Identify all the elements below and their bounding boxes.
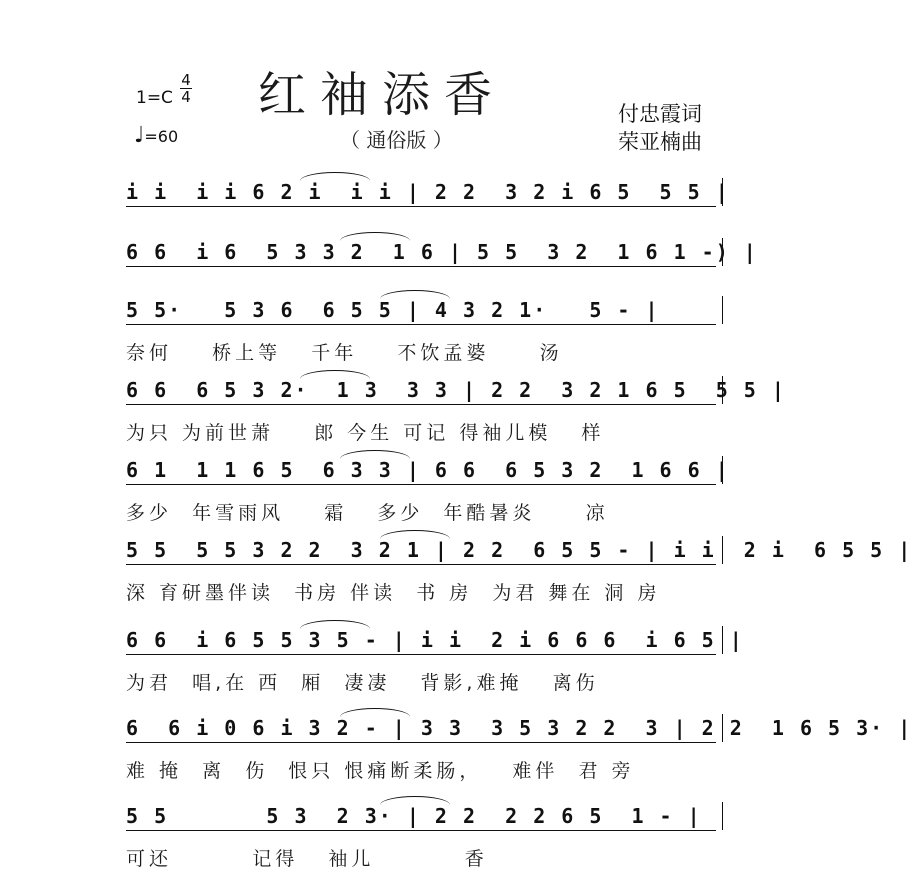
song-subtitle: （ 通俗版 ）: [340, 128, 453, 152]
score-line-lyrics: 奈何 桥上等 千年 不饮孟婆 汤: [126, 342, 563, 364]
barline: [722, 238, 723, 266]
barline: [722, 178, 723, 206]
barline: [722, 802, 723, 830]
beam-line: [126, 324, 716, 325]
lyricist-credit: 付忠霞词: [618, 102, 702, 126]
barline: [722, 536, 723, 564]
score-line-notes: 6 6 i 6 5 3 3 2 1 6 | 5 5 3 2 1 6 1 -) |: [126, 240, 758, 264]
score-line-lyrics: 可还 记得 袖儿 香: [126, 848, 488, 870]
time-signature-bottom: 4: [181, 88, 191, 106]
quarter-note-icon: ♩: [134, 123, 145, 148]
slur-mark: [380, 796, 450, 805]
score-line-notes: 6 6 6 5 3 2· 1 3 3 3 | 2 2 3 2 1 6 5 5 5 |: [126, 378, 786, 402]
slur-mark: [380, 290, 450, 299]
score-line-notes: 6 6 i 0 6 i 3 2 - | 3 3 3 5 3 2 2 3 | 2 2 1 6 5 3· |: [126, 716, 912, 740]
time-signature: [180, 73, 192, 104]
score-line-notes: i i i i 6 2 i i i | 2 2 3 2 i 6 5 5 5 |: [126, 180, 730, 204]
tempo-value: =60: [144, 127, 179, 146]
barline: [722, 296, 723, 324]
tempo-marking: [134, 123, 178, 148]
beam-line: [126, 830, 716, 831]
beam-line: [126, 564, 716, 565]
slur-mark: [340, 450, 410, 459]
score-line-notes: 5 5 5 5 3 2 2 3 2 1 | 2 2 6 5 5 - | i i 2 i 6 5 5 |: [126, 538, 912, 562]
score-line-notes: 5 5 5 3 2 3· | 2 2 2 2 6 5 1 - |: [126, 804, 702, 828]
score-line-notes: 6 1 1 1 6 5 6 3 3 | 6 6 6 5 3 2 1 6 6 |: [126, 458, 730, 482]
slur-mark: [380, 530, 450, 539]
barline: [722, 376, 723, 404]
slur-mark: [300, 370, 370, 379]
slur-mark: [300, 172, 370, 181]
beam-line: [126, 654, 716, 655]
beam-line: [126, 742, 716, 743]
beam-line: [126, 484, 716, 485]
score-line-notes: 6 6 i 6 5 5 3 5 - | i i 2 i 6 6 6 i 6 5 |: [126, 628, 744, 652]
song-title: 红袖添香: [258, 67, 507, 123]
score-line-lyrics: 深 育研墨伴读 书房 伴读 书 房 为君 舞在 洞 房: [126, 582, 661, 604]
key-signature: 1=C: [136, 88, 173, 108]
time-signature-top: 4: [181, 71, 191, 89]
beam-line: [126, 266, 716, 267]
barline: [722, 714, 723, 742]
beam-line: [126, 404, 716, 405]
score-line-lyrics: 多少 年雪雨风 霜 多少 年酷暑炎 凉: [126, 502, 609, 524]
beam-line: [126, 206, 716, 207]
score-line-lyrics: 为只 为前世萧 郎 今生 可记 得袖儿模 样: [126, 422, 605, 444]
slur-mark: [340, 708, 410, 717]
slur-mark: [340, 232, 410, 241]
score-line-notes: 5 5· 5 3 6 6 5 5 | 4 3 2 1· 5 - |: [126, 298, 660, 322]
score-line-lyrics: 难 掩 离 伤 恨只 恨痛断柔肠， 难伴 君 旁: [126, 760, 635, 782]
composer-credit: 荣亚楠曲: [618, 130, 702, 154]
barline: [722, 626, 723, 654]
score-line-lyrics: 为君 唱,在 西 厢 凄凄 背影,难掩 离伤: [126, 672, 599, 694]
barline: [722, 456, 723, 484]
slur-mark: [300, 620, 370, 629]
